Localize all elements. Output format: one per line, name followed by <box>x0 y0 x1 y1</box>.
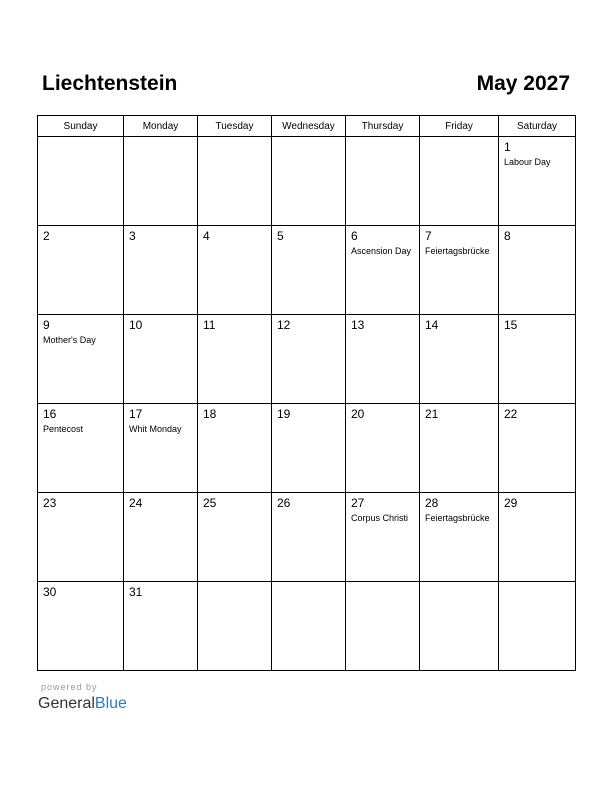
day-cell[interactable] <box>38 315 124 404</box>
day-cell-content <box>499 315 575 334</box>
day-cell-content <box>499 226 575 245</box>
day-cell[interactable] <box>272 315 346 404</box>
day-cell-content <box>272 137 345 141</box>
holiday-label <box>129 244 193 245</box>
day-cell-content <box>420 315 498 334</box>
day-cell-content <box>499 404 575 423</box>
day-number: 19 <box>277 407 291 421</box>
day-cell-content <box>124 315 197 334</box>
holiday-label <box>277 333 341 334</box>
day-cell[interactable] <box>499 137 576 226</box>
holiday-label <box>277 244 341 245</box>
day-cell[interactable] <box>272 582 346 671</box>
holiday-label <box>43 511 119 512</box>
day-number: 17 <box>129 407 143 421</box>
day-cell[interactable] <box>198 137 272 226</box>
holiday-label <box>203 333 267 334</box>
day-number: 21 <box>425 407 439 421</box>
holiday-label <box>129 333 193 334</box>
holiday-label <box>277 511 341 512</box>
week-row <box>38 493 576 582</box>
day-cell-content <box>420 137 498 141</box>
day-cell[interactable] <box>499 404 576 493</box>
day-cell-content <box>124 582 197 601</box>
day-cell[interactable] <box>499 582 576 671</box>
day-cell[interactable] <box>38 404 124 493</box>
week-row <box>38 582 576 671</box>
day-cell[interactable] <box>499 493 576 582</box>
day-number: 11 <box>203 318 216 332</box>
holiday-label <box>43 244 119 245</box>
day-cell[interactable] <box>124 315 198 404</box>
day-number: 27 <box>351 496 365 510</box>
day-number: 10 <box>129 318 143 332</box>
holiday-label <box>129 600 193 601</box>
day-cell[interactable] <box>499 226 576 315</box>
day-cell[interactable] <box>38 493 124 582</box>
day-cell[interactable] <box>198 315 272 404</box>
day-number: 1 <box>504 140 511 154</box>
day-cell-content <box>346 493 419 524</box>
day-cell[interactable] <box>420 404 499 493</box>
day-cell[interactable] <box>38 137 124 226</box>
holiday-label <box>504 244 571 245</box>
week-row <box>38 315 576 404</box>
weekday-monday: Monday <box>124 116 198 137</box>
weekday-saturday: Saturday <box>499 116 576 137</box>
holiday-label <box>425 140 494 141</box>
day-cell-content <box>346 137 419 141</box>
holiday-label <box>203 422 267 423</box>
day-cell[interactable] <box>420 137 499 226</box>
day-cell-content <box>499 137 575 168</box>
country-title: Liechtenstein <box>42 72 178 95</box>
day-cell-content <box>38 493 123 512</box>
day-cell-content <box>124 226 197 245</box>
day-number: 29 <box>504 496 518 510</box>
day-cell[interactable] <box>198 582 272 671</box>
day-cell-content <box>38 137 123 141</box>
day-cell[interactable] <box>272 226 346 315</box>
day-number: 22 <box>504 407 518 421</box>
day-number: 16 <box>43 407 57 421</box>
day-number: 31 <box>129 585 143 599</box>
day-cell-content <box>499 582 575 586</box>
day-number: 7 <box>425 229 432 243</box>
day-cell-content <box>420 226 498 257</box>
holiday-label <box>425 585 494 586</box>
day-cell[interactable] <box>346 137 420 226</box>
day-cell-content <box>272 582 345 586</box>
weekday-friday: Friday <box>420 116 499 137</box>
holiday-label <box>203 244 267 245</box>
holiday-label <box>351 140 415 141</box>
holiday-label <box>504 422 571 423</box>
day-number: 24 <box>129 496 143 510</box>
day-number: 18 <box>203 407 217 421</box>
holiday-label: Feiertagsbrücke <box>425 513 490 523</box>
day-cell-content <box>272 493 345 512</box>
day-cell[interactable] <box>124 404 198 493</box>
day-cell-content <box>346 226 419 257</box>
day-cell-content <box>198 315 271 334</box>
day-number: 4 <box>203 229 210 243</box>
day-number: 2 <box>43 229 50 243</box>
day-cell-content <box>38 582 123 601</box>
day-cell-content <box>499 493 575 512</box>
day-cell[interactable] <box>124 582 198 671</box>
holiday-label: Corpus Christi <box>351 513 409 523</box>
day-cell-content <box>272 315 345 334</box>
holiday-label <box>277 140 341 141</box>
day-cell[interactable] <box>124 226 198 315</box>
day-number: 26 <box>277 496 291 510</box>
week-row <box>38 404 576 493</box>
day-number: 20 <box>351 407 365 421</box>
day-cell[interactable] <box>346 404 420 493</box>
powered-by-text: powered by <box>41 682 98 692</box>
day-cell-content <box>346 404 419 423</box>
holiday-label <box>129 511 193 512</box>
holiday-label <box>351 422 415 423</box>
holiday-label <box>504 511 571 512</box>
day-number: 23 <box>43 496 57 510</box>
day-cell-content <box>272 404 345 423</box>
day-number: 13 <box>351 318 365 332</box>
weekday-header-row <box>38 116 576 137</box>
day-cell-content <box>420 493 498 524</box>
day-number: 3 <box>129 229 136 243</box>
weekday-thursday: Thursday <box>346 116 420 137</box>
day-cell[interactable] <box>198 493 272 582</box>
day-cell-content <box>272 226 345 245</box>
day-cell[interactable] <box>272 493 346 582</box>
weekday-sunday: Sunday <box>38 116 124 137</box>
day-cell-content <box>124 493 197 512</box>
calendar-body <box>38 137 576 671</box>
logo-blue: Blue <box>94 695 127 712</box>
day-cell[interactable] <box>38 582 124 671</box>
day-cell[interactable] <box>124 493 198 582</box>
day-cell-content <box>38 315 123 346</box>
day-cell-content <box>198 404 271 423</box>
day-number: 30 <box>43 585 57 599</box>
day-cell[interactable] <box>346 226 420 315</box>
day-cell[interactable] <box>198 404 272 493</box>
month-title: May 2027 <box>476 72 570 95</box>
holiday-label: Labour Day <box>504 157 551 167</box>
day-number: 25 <box>203 496 217 510</box>
day-cell-content <box>420 582 498 586</box>
day-cell[interactable] <box>420 315 499 404</box>
week-row <box>38 226 576 315</box>
holiday-label <box>351 333 415 334</box>
holiday-label <box>277 585 341 586</box>
day-cell-content <box>198 493 271 512</box>
day-cell-content <box>38 226 123 245</box>
calendar-grid <box>37 115 576 671</box>
day-cell[interactable] <box>420 493 499 582</box>
holiday-label: Mother's Day <box>43 335 96 345</box>
holiday-label <box>504 585 571 586</box>
day-cell-content <box>124 404 197 435</box>
generalblue-logo[interactable] <box>38 694 127 714</box>
holiday-label <box>203 511 267 512</box>
day-cell[interactable] <box>272 404 346 493</box>
day-number: 15 <box>504 318 518 332</box>
holiday-label: Whit Monday <box>129 424 182 434</box>
day-cell-content <box>198 137 271 141</box>
holiday-label <box>425 333 494 334</box>
day-number: 6 <box>351 229 358 243</box>
day-cell[interactable] <box>346 582 420 671</box>
day-cell[interactable] <box>38 226 124 315</box>
day-cell-content <box>124 137 197 141</box>
holiday-label <box>425 422 494 423</box>
holiday-label: Feiertagsbrücke <box>425 246 490 256</box>
day-cell[interactable] <box>272 137 346 226</box>
holiday-label <box>43 140 119 141</box>
day-cell[interactable] <box>499 315 576 404</box>
weekday-wednesday: Wednesday <box>272 116 346 137</box>
day-cell-content <box>420 404 498 423</box>
day-cell-content <box>38 404 123 435</box>
day-number: 8 <box>504 229 511 243</box>
day-cell[interactable] <box>198 226 272 315</box>
holiday-label <box>351 585 415 586</box>
holiday-label <box>203 140 267 141</box>
day-cell[interactable] <box>420 226 499 315</box>
day-number: 5 <box>277 229 284 243</box>
day-number: 12 <box>277 318 291 332</box>
day-number: 9 <box>43 318 50 332</box>
day-cell[interactable] <box>346 493 420 582</box>
holiday-label <box>504 333 571 334</box>
day-cell-content <box>346 582 419 586</box>
weekday-tuesday: Tuesday <box>198 116 272 137</box>
day-cell[interactable] <box>420 582 499 671</box>
day-number: 14 <box>425 318 439 332</box>
holiday-label: Ascension Day <box>351 246 412 256</box>
logo-general: General <box>38 695 95 712</box>
holiday-label: Pentecost <box>43 424 84 434</box>
day-number: 28 <box>425 496 439 510</box>
week-row <box>38 137 576 226</box>
day-cell[interactable] <box>124 137 198 226</box>
holiday-label <box>203 585 267 586</box>
day-cell-content <box>198 226 271 245</box>
day-cell[interactable] <box>346 315 420 404</box>
holiday-label <box>277 422 341 423</box>
holiday-label <box>129 140 193 141</box>
holiday-label <box>43 600 119 601</box>
day-cell-content <box>346 315 419 334</box>
day-cell-content <box>198 582 271 586</box>
